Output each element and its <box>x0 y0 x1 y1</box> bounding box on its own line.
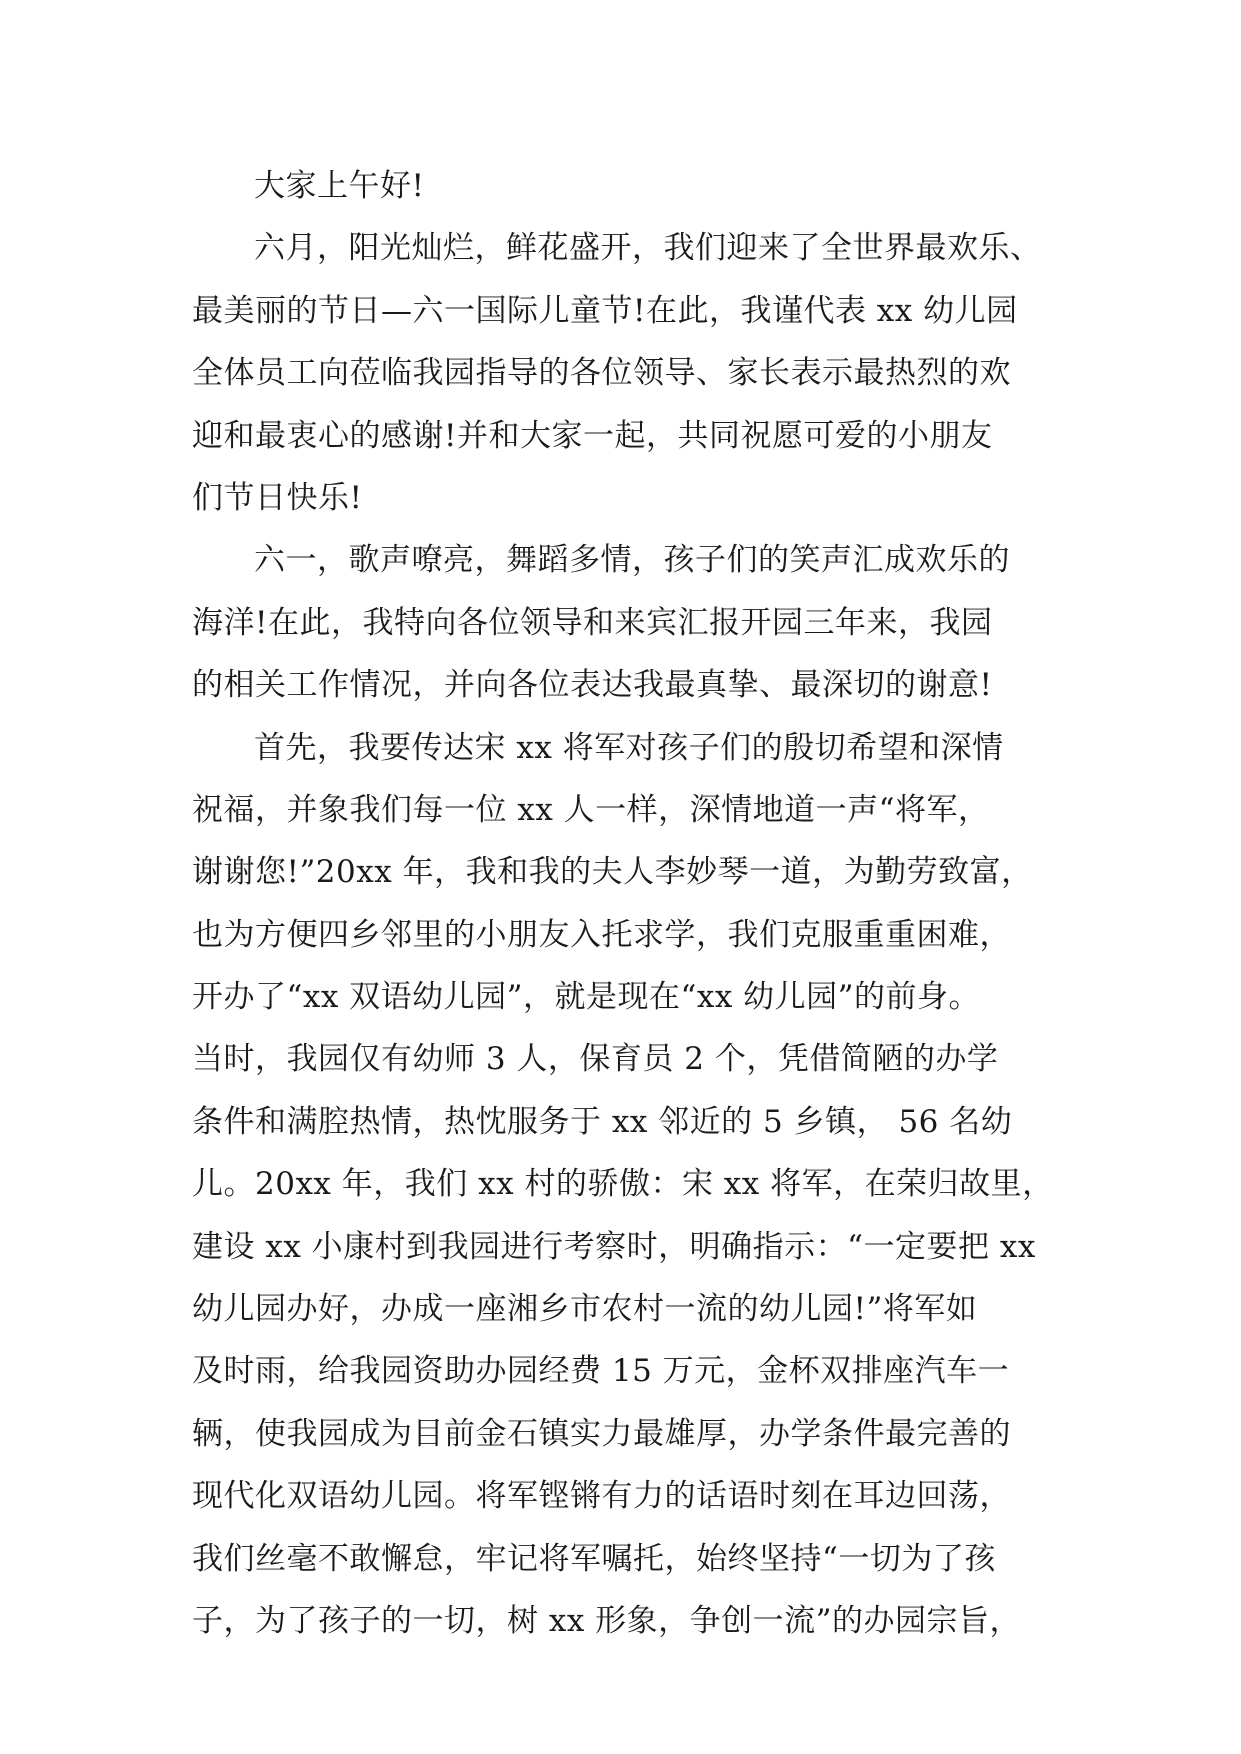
paragraph-1-line-4: 迎和最衷心的感谢!并和大家一起，共同祝愿可爱的小朋友 <box>192 417 993 454</box>
speech-body <box>192 155 1072 1652</box>
paragraph-3-line-3: 谢谢您!”20xx 年，我和我的夫人李妙琴一道，为勤劳致富， <box>192 854 1033 891</box>
paragraph-3-line-9: 建设 xx 小康村到我园进行考察时，明确指示：“一定要把 xx <box>192 1228 1036 1265</box>
paragraph-2-line-1: 六一，歌声嘹亮，舞蹈多情，孩子们的笑声汇成欢乐的 <box>254 542 1010 579</box>
paragraph-2-line-3: 的相关工作情况，并向各位表达我最真挚、最深切的谢意! <box>192 667 993 704</box>
paragraph-3-line-12: 辆，使我园成为目前金石镇实力最雄厚，办学条件最完善的 <box>192 1415 1011 1452</box>
paragraph-2-line-2: 海洋!在此，我特向各位领导和来宾汇报开园三年来，我园 <box>192 604 993 641</box>
paragraph-3-line-2: 祝福，并象我们每一位 xx 人一样，深情地道一声“将军， <box>192 791 990 828</box>
paragraph-1-line-2: 最美丽的节日—六一国际儿童节!在此，我谨代表 xx 幼儿园 <box>192 292 1018 329</box>
paragraph-3-line-10: 幼儿园办好，办成一座湘乡市农村一流的幼儿园!”将军如 <box>192 1291 978 1328</box>
paragraph-3-line-5: 开办了“xx 双语幼儿园”，就是现在“xx 幼儿园”的前身。 <box>192 979 981 1016</box>
paragraph-3-line-4: 也为方便四乡邻里的小朋友入托求学，我们克服重重困难， <box>192 916 1011 953</box>
paragraph-3-line-7: 条件和满腔热情，热忱服务于 xx 邻近的 5 乡镇， 56 名幼 <box>192 1103 1013 1140</box>
paragraph-3-line-8: 儿。20xx 年，我们 xx 村的骄傲：宋 xx 将军，在荣归故里， <box>192 1166 1054 1203</box>
paragraph-3-line-1: 首先，我要传达宋 xx 将军对孩子们的殷切希望和深情 <box>254 729 1004 766</box>
paragraph-3-line-13: 现代化双语幼儿园。将军铿锵有力的话语时刻在耳边回荡， <box>192 1478 1011 1515</box>
paragraph-1-line-5: 们节日快乐! <box>192 479 363 516</box>
greeting-line: 大家上午好! <box>254 168 425 204</box>
paragraph-3-line-14: 我们丝毫不敢懈怠，牢记将军嘱托，始终坚持“一切为了孩 <box>192 1540 996 1577</box>
paragraph-3-line-11: 及时雨，给我园资助办园经费 15 万元，金杯双排座汽车一 <box>192 1353 1010 1390</box>
paragraph-1-line-3: 全体员工向莅临我园指导的各位领导、家长表示最热烈的欢 <box>192 355 1011 392</box>
paragraph-1-line-1: 六月，阳光灿烂，鲜花盛开，我们迎来了全世界最欢乐、 <box>254 230 1042 267</box>
paragraph-3-line-15: 子，为了孩子的一切，树 xx 形象，争创一流”的办园宗旨， <box>192 1602 1022 1639</box>
paragraph-3-line-6: 当时，我园仅有幼师 3 人，保育员 2 个，凭借简陋的办学 <box>192 1041 999 1078</box>
